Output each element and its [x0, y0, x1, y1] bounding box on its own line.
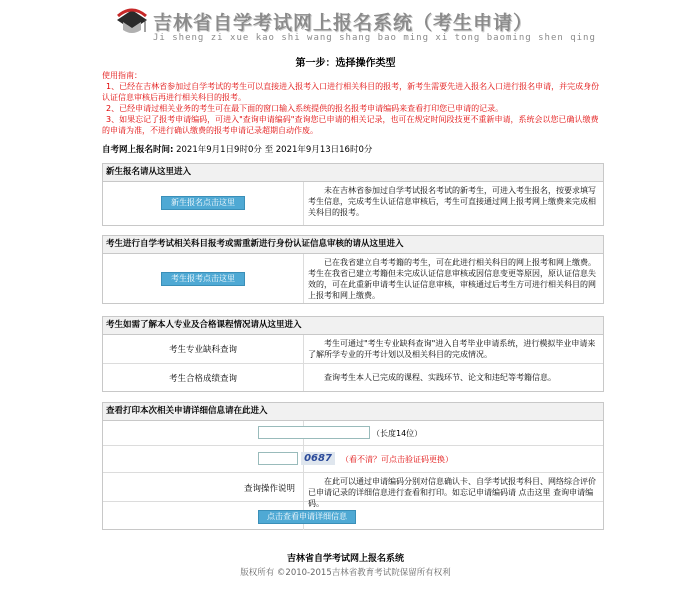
panel-row [103, 421, 603, 446]
query-howto-description: 在此可以通过申请编码分别对信息确认卡、自学考试报考科目、网络综合评价已申请记录的详细信息进行查看和打印。如忘记申请编码请 点击这里 查询申请编码。 [308, 477, 596, 508]
exam-register-button[interactable]: 考生报考点击这里 [161, 272, 245, 286]
period-label: 自考网上报名时间: [102, 145, 174, 155]
panel-row [103, 335, 603, 364]
query-howto-label: 查询操作说明 [243, 484, 295, 494]
footer-title: 吉林省自学考试网上报名系统 [286, 554, 404, 564]
guide-heading: 使用指南： [102, 71, 142, 80]
step-title: 第一步：选择操作类型 [295, 58, 396, 69]
panel-row [103, 254, 603, 303]
student-info-panel [102, 316, 604, 392]
application-code-input[interactable] [258, 426, 370, 439]
captcha-input[interactable] [258, 452, 298, 465]
missing-subject-query-link[interactable]: 考生专业缺科查询 [168, 345, 237, 355]
passed-score-query-link[interactable]: 考生合格成绩查询 [168, 374, 237, 384]
new-student-panel [102, 163, 604, 226]
panel-description: 未在吉林省参加过自学考试报名考试的新考生，可进入考生报名，按要求填写考生信息，完成考生认证信息审核后，考生可直接通过网上报考网上缴费来完成相关科目的报考。 [308, 186, 596, 217]
panel-description: 查询考生本人已完成的课程、实践环节、论文和违纪等考籍信息。 [324, 373, 556, 382]
registration-period [102, 143, 372, 155]
footer-copyright: 版权所有 ©2010-2015吉林省教育考试院保留所有权利 [240, 568, 451, 578]
captcha-image[interactable]: 0687 [301, 452, 335, 465]
panel-row [103, 502, 603, 530]
panel-row [103, 182, 603, 225]
panel-row [103, 364, 603, 391]
panel-description: 考生可通过"考生专业缺科查询"进入自考毕业申请系统，进行模拟毕业申请来了解所学专业的开考计划以及相关科目的完成情况。 [308, 339, 596, 359]
guide-item: 1、已经在吉林省参加过自学考试的考生可以直接进入报考入口进行相关科目的报考，新考生需要先进入报名入口进行报名申请，并完成身份认证信息审核后再进行相关科目的报考。 [102, 82, 600, 102]
panel-heading: 考生进行自学考试相关科目报考或需重新进行身份认证信息审核的请从这里进入 [103, 236, 603, 254]
panel-row [103, 473, 603, 508]
application-query-panel [102, 402, 604, 530]
site-header [115, 6, 596, 46]
code-length-hint: （长度14位） [372, 429, 423, 438]
usage-guide [102, 70, 602, 136]
panel-heading: 新生报名请从这里进入 [103, 164, 603, 182]
site-title-pinyin: Ji sheng zi xue kao shi wang shang bao ming xi tong baoming shen qing [153, 33, 596, 43]
captcha-refresh-link[interactable]: （看不清？可点击验证码更换） [341, 455, 453, 464]
exam-registration-panel [102, 235, 604, 304]
panel-heading: 考生如需了解本人专业及合格课程情况请从这里进入 [103, 317, 603, 335]
panel-row [103, 446, 603, 473]
guide-item: 3、如果忘记了报考申请编码，可进入"查询申请编码"查询您已申请的相关记录，也可在规定时间段技更不重新申请，系统会以您已确认缴费的申请为准，不进行确认缴费的报考申请记录超期自动作废。 [102, 115, 599, 135]
panel-heading: 查看打印本次相关申请详细信息请在此进入 [103, 403, 603, 421]
guide-item: 2、已经申请过相关业务的考生可在最下面的窗口输入系统提供的报名报考申请编码来查看打印您已申请的记录。 [106, 104, 504, 113]
period-value: 2021年9月1日9时0分 至 2021年9月13日16时0分 [176, 145, 373, 155]
new-student-register-button[interactable]: 新生报名点击这里 [161, 196, 245, 210]
panel-description: 已在我省建立自考考籍的考生，可在此进行相关科目的网上报考和网上缴费。考生在我省已建立考籍但未完成认证信息审核或因信息变更等原因，原认证信息失效的，可在此重新申请考生认证信息审核，审核通过后考生方可进行相关科目的网上报考和网上缴费。 [308, 258, 596, 300]
logo-icon [115, 6, 149, 36]
site-title: 吉林省自学考试网上报名系统（考生申请） [153, 12, 534, 34]
view-application-details-button[interactable]: 点击查看申请详细信息 [258, 510, 356, 524]
